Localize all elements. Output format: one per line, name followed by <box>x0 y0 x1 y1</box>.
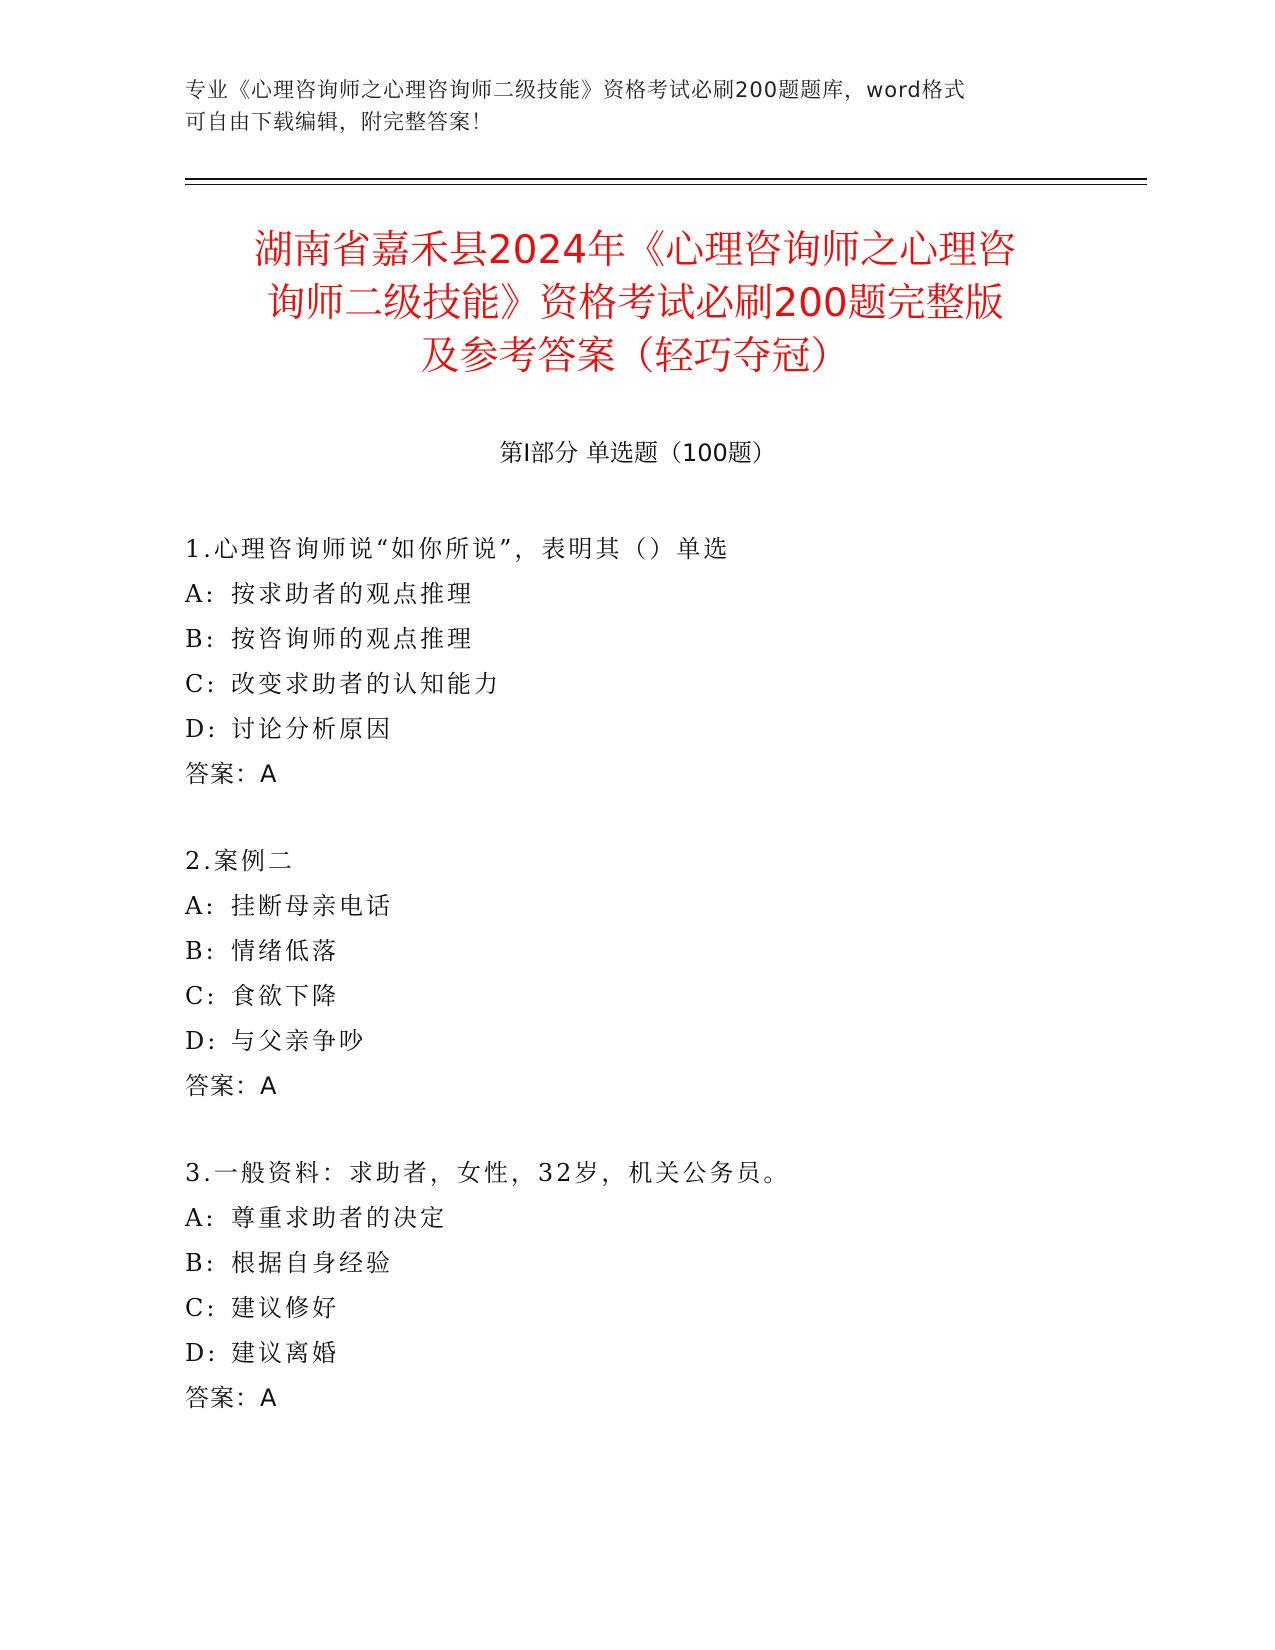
question-1 <box>185 527 1125 797</box>
option-text: 改变求助者的认知能力 <box>231 670 501 698</box>
section-heading: 第Ⅰ部分 单选题（100题） <box>499 439 776 467</box>
option-text: 尊重求助者的决定 <box>231 1204 447 1232</box>
option-a <box>185 572 1125 617</box>
question-stem: 1.心理咨询师说“如你所说”，表明其（）单选 <box>185 535 731 563</box>
option-a <box>185 1196 1125 1241</box>
document-title-line-1: 湖南省嘉禾县2024年《心理咨询师之心理咨 <box>253 228 1017 273</box>
option-text: 建议离婚 <box>231 1339 339 1367</box>
header-note <box>185 74 1085 138</box>
option-letter: C: <box>185 1294 218 1322</box>
answer-line: 答案：A <box>185 1072 278 1100</box>
option-b <box>185 1241 1125 1286</box>
option-d <box>185 707 1125 752</box>
question-stem: 2.案例二 <box>185 847 295 875</box>
option-a <box>185 884 1125 929</box>
header-note-line-1: 专业《心理咨询师之心理咨询师二级技能》资格考试必刷200题题库，word格式 <box>185 78 966 102</box>
document-title-line-2: 询师二级技能》资格考试必刷200题完整版 <box>266 281 1004 326</box>
question-2 <box>185 839 1125 1109</box>
option-letter: A: <box>185 1204 217 1232</box>
option-text: 按求助者的观点推理 <box>231 580 474 608</box>
option-letter: C: <box>185 670 218 698</box>
option-text: 食欲下降 <box>231 982 339 1010</box>
option-c <box>185 974 1125 1019</box>
option-letter: D: <box>185 1027 219 1055</box>
option-letter: A: <box>185 892 217 920</box>
option-c <box>185 1286 1125 1331</box>
option-letter: B: <box>185 937 217 965</box>
option-text: 挂断母亲电话 <box>231 892 393 920</box>
document-title-line-3: 及参考答案（轻巧夺冠） <box>420 334 850 379</box>
option-d <box>185 1331 1125 1376</box>
option-text: 讨论分析原因 <box>231 715 393 743</box>
header-note-line-2: 可自由下载编辑，附完整答案！ <box>185 110 493 134</box>
option-b <box>185 617 1125 662</box>
option-text: 情绪低落 <box>231 937 339 965</box>
option-text: 按咨询师的观点推理 <box>231 625 474 653</box>
question-list <box>185 527 1125 1463</box>
header-divider-thin <box>185 184 1147 185</box>
option-text: 与父亲争吵 <box>231 1027 366 1055</box>
option-letter: D: <box>185 715 219 743</box>
option-letter: B: <box>185 1249 217 1277</box>
option-c <box>185 662 1125 707</box>
option-letter: A: <box>185 580 217 608</box>
header-divider-thick <box>185 178 1147 180</box>
option-text: 建议修好 <box>231 1294 339 1322</box>
option-letter: D: <box>185 1339 219 1367</box>
option-d <box>185 1019 1125 1064</box>
answer-line: 答案：A <box>185 1384 278 1412</box>
document-title <box>170 224 1100 383</box>
question-stem: 3.一般资料：求助者，女性，32岁，机关公务员。 <box>185 1159 791 1187</box>
question-3 <box>185 1151 1125 1421</box>
option-b <box>185 929 1125 974</box>
option-letter: B: <box>185 625 217 653</box>
option-letter: C: <box>185 982 218 1010</box>
option-text: 根据自身经验 <box>231 1249 393 1277</box>
answer-line: 答案：A <box>185 760 278 788</box>
